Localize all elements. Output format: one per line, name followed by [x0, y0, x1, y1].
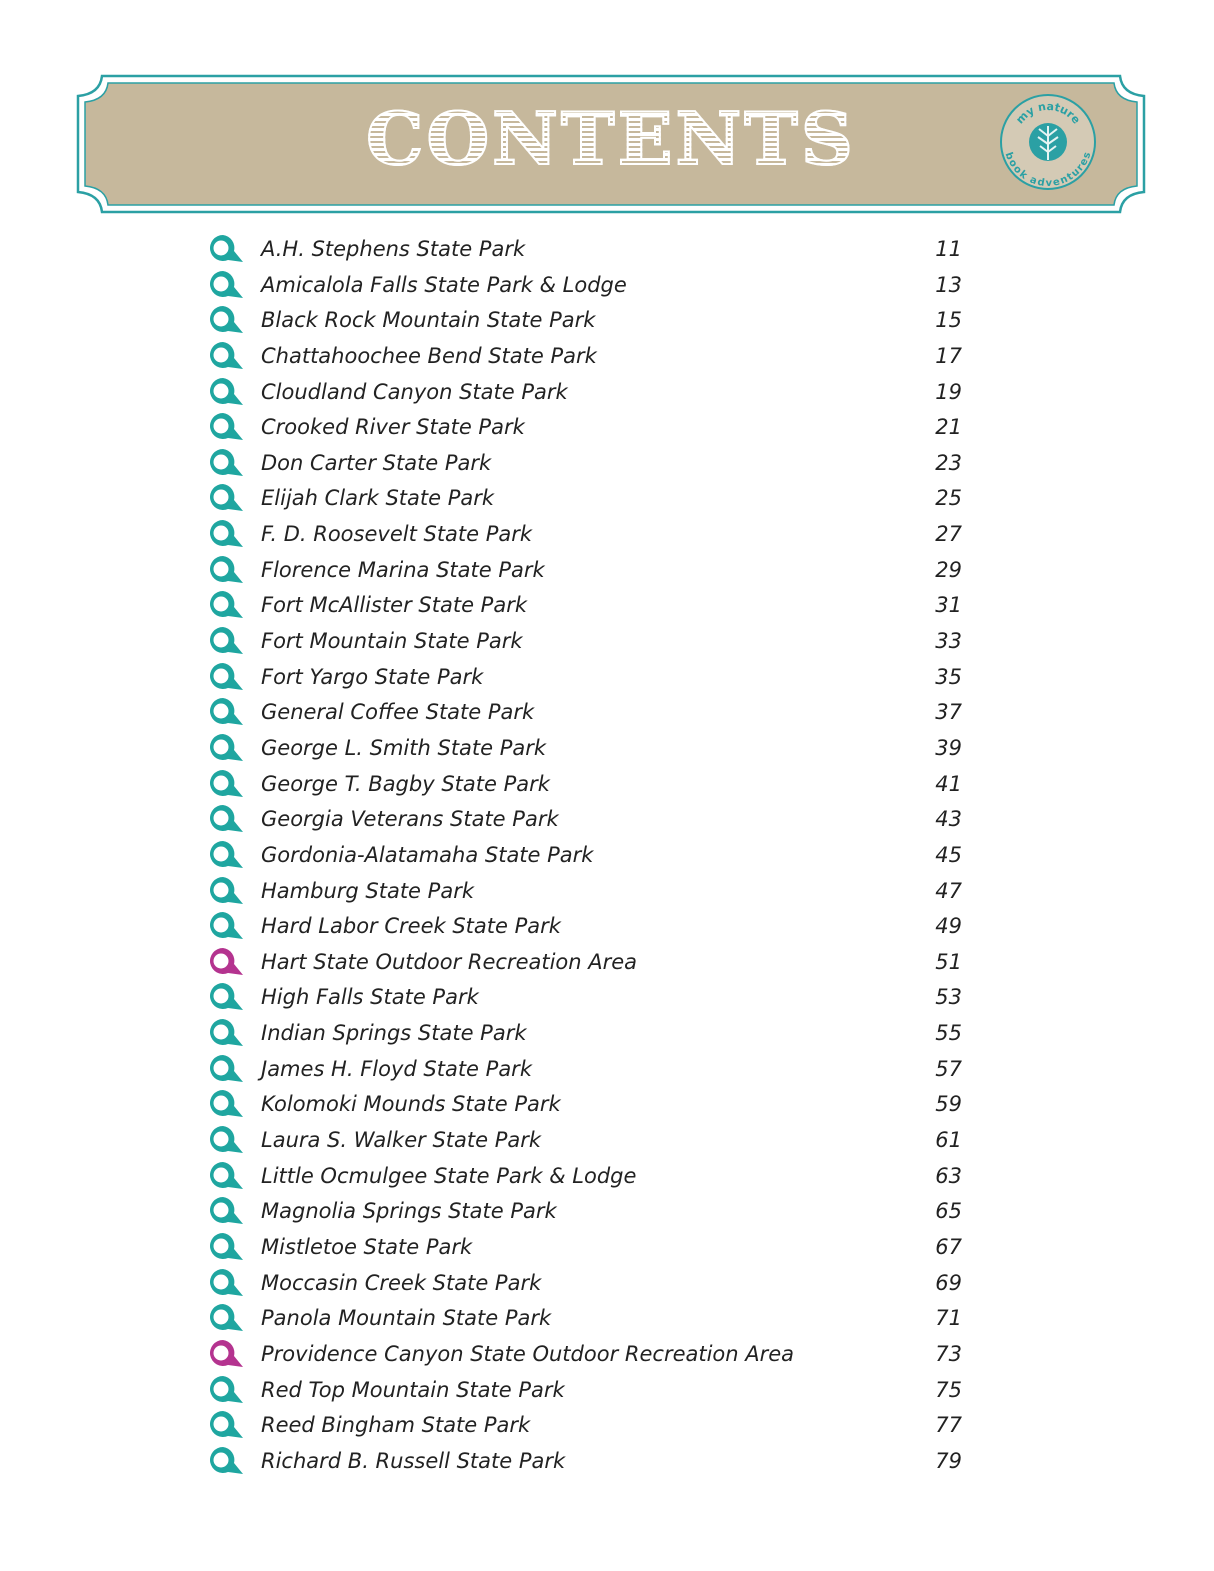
toc-entry-page-number: 65 [935, 1199, 962, 1224]
map-pin-icon [204, 268, 244, 300]
toc-entry[interactable] [204, 767, 974, 803]
toc-entry-title: George T. Bagby State Park [261, 771, 550, 796]
toc-entry[interactable] [204, 1337, 974, 1373]
toc-entry-page-number: 79 [935, 1448, 962, 1473]
toc-entry[interactable] [204, 624, 974, 660]
toc-entry-title: Gordonia-Alatamaha State Park [261, 842, 594, 867]
toc-entry-page-number: 23 [935, 450, 962, 475]
toc-entry[interactable] [204, 1016, 974, 1052]
toc-entry-page-number: 35 [935, 664, 962, 689]
toc-entry[interactable] [204, 517, 974, 553]
toc-entry-page-number: 17 [935, 343, 962, 368]
toc-entry-page-number: 73 [935, 1341, 962, 1366]
leaf-icon [1029, 123, 1067, 161]
toc-entry-title: George L. Smith State Park [261, 735, 547, 760]
toc-entry-page-number: 43 [935, 807, 962, 832]
toc-entry-title: Crooked River State Park [261, 415, 525, 440]
toc-entry-page-number: 71 [935, 1306, 962, 1331]
toc-entry-page-number: 39 [935, 735, 962, 760]
map-pin-icon [204, 375, 244, 407]
toc-entry-page-number: 47 [935, 878, 962, 903]
map-pin-icon [204, 767, 244, 799]
toc-entry-title: Chattahoochee Bend State Park [261, 343, 597, 368]
badge-text-top: my nature [1013, 99, 1083, 127]
toc-entry[interactable] [204, 1301, 974, 1337]
map-pin-icon [204, 1373, 244, 1405]
map-pin-icon [204, 624, 244, 656]
map-pin-icon [204, 945, 244, 977]
toc-entry-page-number: 49 [935, 914, 962, 939]
toc-entry-title: Richard B. Russell State Park [261, 1448, 566, 1473]
toc-entry[interactable] [204, 1408, 974, 1444]
map-pin-icon [204, 517, 244, 549]
map-pin-icon [204, 553, 244, 585]
toc-entry-title: Providence Canyon State Outdoor Recreation Area [261, 1341, 795, 1366]
map-pin-icon [204, 1123, 244, 1155]
toc-entry-page-number: 21 [935, 415, 962, 440]
toc-entry[interactable] [204, 660, 974, 696]
toc-entry-page-number: 57 [935, 1056, 962, 1081]
toc-entry[interactable] [204, 1444, 974, 1480]
toc-entry[interactable] [204, 1123, 974, 1159]
map-pin-icon [204, 660, 244, 692]
toc-entry-title: Hart State Outdoor Recreation Area [261, 949, 638, 974]
toc-entry-title: Don Carter State Park [261, 450, 492, 475]
table-of-contents [204, 232, 974, 1479]
toc-entry-title: General Coffee State Park [261, 700, 535, 725]
toc-entry-title: Georgia Veterans State Park [261, 807, 559, 832]
map-pin-icon [204, 339, 244, 371]
map-pin-icon [204, 1301, 244, 1333]
map-pin-icon [204, 874, 244, 906]
toc-entry[interactable] [204, 481, 974, 517]
toc-entry[interactable] [204, 1194, 974, 1230]
toc-entry-page-number: 77 [935, 1413, 962, 1438]
toc-entry[interactable] [204, 1159, 974, 1195]
toc-entry-title: Florence Marina State Park [261, 557, 545, 582]
toc-entry-page-number: 31 [935, 593, 962, 618]
badge-text-bottom: book adventures [1002, 150, 1094, 190]
toc-entry-page-number: 29 [935, 557, 962, 582]
title-area [76, 0, 1146, 210]
map-pin-icon [204, 1159, 244, 1191]
brand-badge [998, 92, 1098, 192]
toc-entry[interactable] [204, 1373, 974, 1409]
toc-entry-title: James H. Floyd State Park [261, 1056, 532, 1081]
map-pin-icon [204, 303, 244, 335]
map-pin-icon [204, 1087, 244, 1119]
map-pin-icon [204, 802, 244, 834]
toc-entry-title: Little Ocmulgee State Park & Lodge [261, 1163, 637, 1188]
toc-entry-page-number: 61 [935, 1128, 962, 1153]
toc-entry[interactable] [204, 838, 974, 874]
toc-entry-page-number: 45 [935, 842, 962, 867]
toc-entry[interactable] [204, 731, 974, 767]
toc-entry-title: Indian Springs State Park [261, 1021, 527, 1046]
toc-entry[interactable] [204, 553, 974, 589]
map-pin-icon [204, 1052, 244, 1084]
toc-entry-title: Reed Bingham State Park [261, 1413, 531, 1438]
map-pin-icon [204, 588, 244, 620]
toc-entry[interactable] [204, 375, 974, 411]
toc-entry[interactable] [204, 874, 974, 910]
map-pin-icon [204, 410, 244, 442]
map-pin-icon [204, 838, 244, 870]
toc-entry-title: Amicalola Falls State Park & Lodge [261, 272, 627, 297]
toc-entry-title: Fort McAllister State Park [261, 593, 527, 618]
toc-entry-title: Hamburg State Park [261, 878, 474, 903]
toc-entry-title: Fort Yargo State Park [261, 664, 484, 689]
map-pin-icon [204, 1194, 244, 1226]
toc-entry-title: A.H. Stephens State Park [261, 237, 526, 261]
toc-entry[interactable] [204, 339, 974, 375]
map-pin-icon [204, 695, 244, 727]
map-pin-icon [204, 1016, 244, 1048]
map-pin-icon [204, 731, 244, 763]
toc-entry-title: Mistletoe State Park [261, 1234, 473, 1259]
toc-entry-page-number: 51 [935, 949, 962, 974]
toc-entry[interactable] [204, 695, 974, 731]
toc-entry-page-number: 67 [935, 1234, 962, 1259]
page-title: CONTENTS [76, 96, 1146, 181]
toc-entry[interactable] [204, 802, 974, 838]
toc-entry-page-number: 55 [935, 1021, 962, 1046]
toc-entry[interactable] [204, 1230, 974, 1266]
toc-entry-title: Cloudland Canyon State Park [261, 379, 568, 404]
toc-entry-title: Hard Labor Creek State Park [261, 914, 561, 939]
map-pin-icon [204, 481, 244, 513]
toc-entry-page-number: 75 [935, 1377, 962, 1402]
map-pin-icon [204, 232, 244, 264]
toc-entry-title: Moccasin Creek State Park [261, 1270, 542, 1295]
toc-entry-page-number: 37 [935, 700, 962, 725]
toc-entry-page-number: 27 [935, 522, 962, 547]
toc-entry-page-number: 19 [935, 379, 962, 404]
toc-entry[interactable] [204, 909, 974, 945]
toc-entry-page-number: 15 [935, 308, 962, 333]
toc-entry-title: Fort Mountain State Park [261, 629, 523, 654]
toc-entry-title: Panola Mountain State Park [261, 1306, 552, 1331]
toc-entry[interactable] [204, 268, 974, 304]
toc-entry-title: High Falls State Park [261, 985, 479, 1010]
toc-entry[interactable] [204, 1087, 974, 1123]
toc-entry[interactable] [204, 410, 974, 446]
toc-entry-title: Black Rock Mountain State Park [261, 308, 596, 333]
toc-entry[interactable] [204, 446, 974, 482]
toc-entry-title: Kolomoki Mounds State Park [261, 1092, 561, 1117]
toc-entry[interactable] [204, 980, 974, 1016]
map-pin-icon [204, 980, 244, 1012]
toc-entry-title: Elijah Clark State Park [261, 486, 495, 511]
map-pin-icon [204, 1337, 244, 1369]
toc-entry-page-number: 59 [935, 1092, 962, 1117]
toc-entry-title: Magnolia Springs State Park [261, 1199, 557, 1224]
toc-entry-title: Laura S. Walker State Park [261, 1128, 542, 1153]
map-pin-icon [204, 1266, 244, 1298]
map-pin-icon [204, 1408, 244, 1440]
toc-entry-page-number: 41 [935, 771, 962, 796]
toc-entry[interactable] [204, 1052, 974, 1088]
toc-entry-page-number: 13 [935, 272, 962, 297]
map-pin-icon [204, 446, 244, 478]
toc-entry-page-number: 63 [935, 1163, 962, 1188]
map-pin-icon [204, 1230, 244, 1262]
toc-entry-page-number: 25 [935, 486, 962, 511]
map-pin-icon [204, 1444, 244, 1476]
toc-entry-page-number: 53 [935, 985, 962, 1010]
toc-entry[interactable] [204, 303, 974, 339]
toc-entry-page-number: 33 [935, 629, 962, 654]
toc-entry-title: Red Top Mountain State Park [261, 1377, 565, 1402]
toc-entry-page-number: 11 [935, 237, 962, 261]
toc-entry-page-number: 69 [935, 1270, 962, 1295]
map-pin-icon [204, 909, 244, 941]
toc-entry[interactable] [204, 1266, 974, 1302]
toc-entry-title: F. D. Roosevelt State Park [261, 522, 533, 547]
toc-entry[interactable] [204, 588, 974, 624]
toc-entry[interactable] [204, 945, 974, 981]
toc-entry[interactable] [204, 232, 974, 268]
